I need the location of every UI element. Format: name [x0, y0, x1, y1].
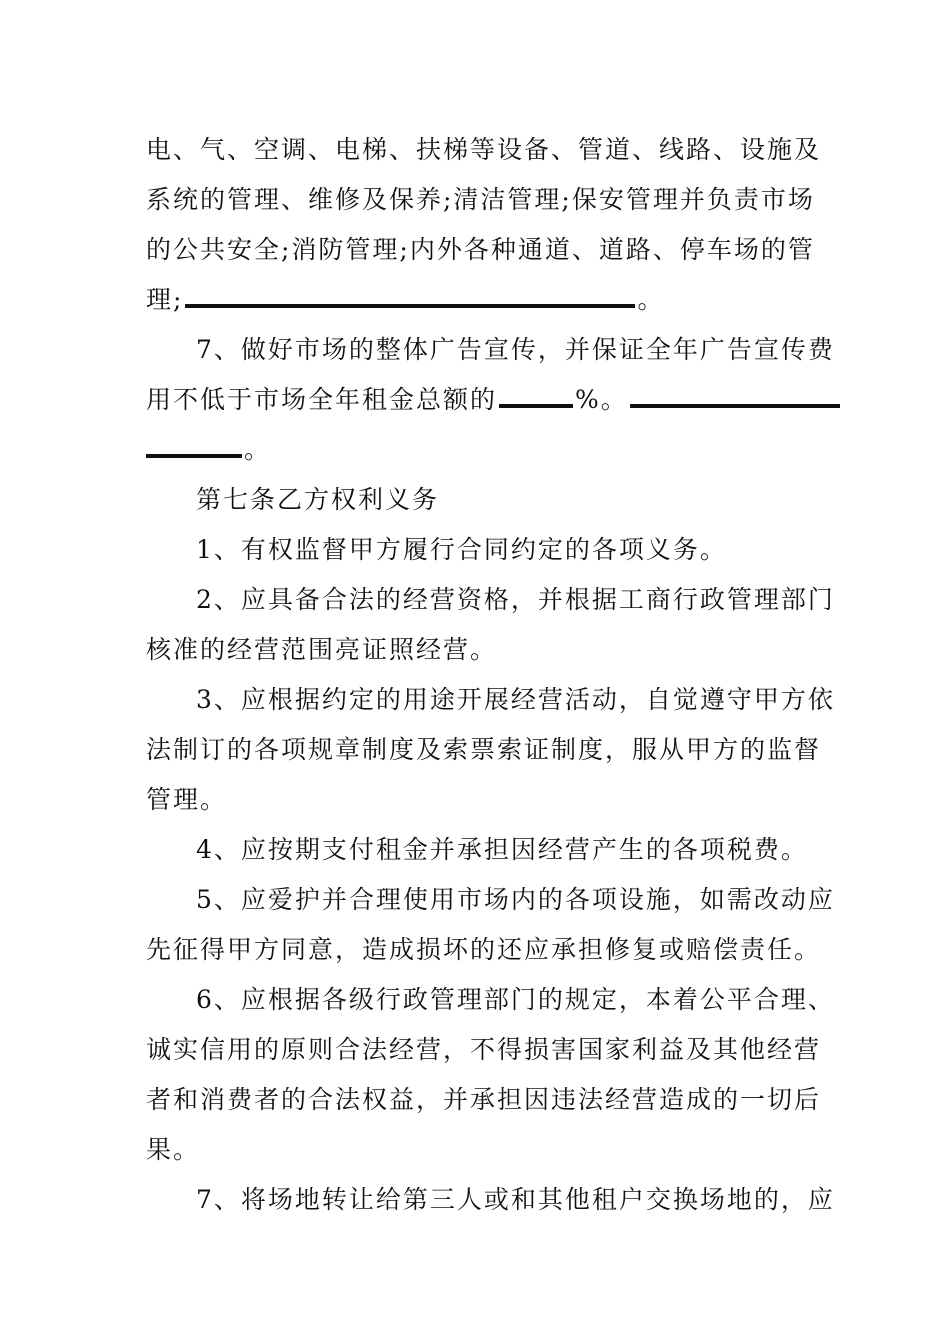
text-line: 5、应爱护并合理使用市场内的各项设施，如需改动应	[196, 885, 835, 914]
fill-blank	[185, 288, 635, 308]
text-line: 2、应具备合法的经营资格，并根据工商行政管理部门	[196, 585, 835, 614]
fill-blank	[146, 438, 242, 458]
text-line: 者和消费者的合法权益，并承担因违法经营造成的一切后	[146, 1085, 822, 1114]
text-line: 电、气、空调、电梯、扶梯等设备、管道、线路、设施及	[146, 135, 822, 164]
text-line: 系统的管理、维修及保养;清洁管理;保安管理并负责市场	[146, 185, 815, 214]
text-line: 果。	[146, 1135, 201, 1164]
text-line: 先征得甲方同意，造成损坏的还应承担修复或赔偿责任。	[146, 935, 822, 964]
text-line	[146, 285, 830, 315]
text-segment: 用不低于市场全年租金总额的	[146, 385, 498, 414]
text-line	[146, 435, 830, 465]
text-line: 7、做好市场的整体广告宣传，并保证全年广告宣传费	[196, 335, 835, 364]
text-segment: 。	[244, 435, 272, 464]
text-segment: 理;	[146, 285, 184, 314]
text-line: 法制订的各项规章制度及索票索证制度，服从甲方的监督	[146, 735, 822, 764]
text-line: 管理。	[146, 785, 228, 814]
text-line: 3、应根据约定的用途开展经营活动，自觉遵守甲方依	[196, 685, 835, 714]
text-line: 诚实信用的原则合法经营，不得损害国家利益及其他经营	[146, 1035, 822, 1064]
text-line: 1、有权监督甲方履行合同约定的各项义务。	[196, 535, 727, 564]
fill-blank	[499, 388, 573, 408]
text-segment: 。	[637, 285, 665, 314]
text-line	[146, 385, 830, 415]
text-line: 4、应按期支付租金并承担因经营产生的各项税费。	[196, 835, 808, 864]
text-line: 核准的经营范围亮证照经营。	[146, 635, 498, 664]
text-line: 的公共安全;消防管理;内外各种通道、道路、停车场的管	[146, 235, 815, 264]
text-segment: %。	[575, 385, 628, 414]
text-line: 7、将场地转让给第三人或和其他租户交换场地的，应	[196, 1185, 835, 1214]
text-line: 6、应根据各级行政管理部门的规定，本着公平合理、	[196, 985, 835, 1014]
fill-blank	[630, 388, 840, 408]
section-heading: 第七条乙方权利义务	[196, 485, 440, 514]
